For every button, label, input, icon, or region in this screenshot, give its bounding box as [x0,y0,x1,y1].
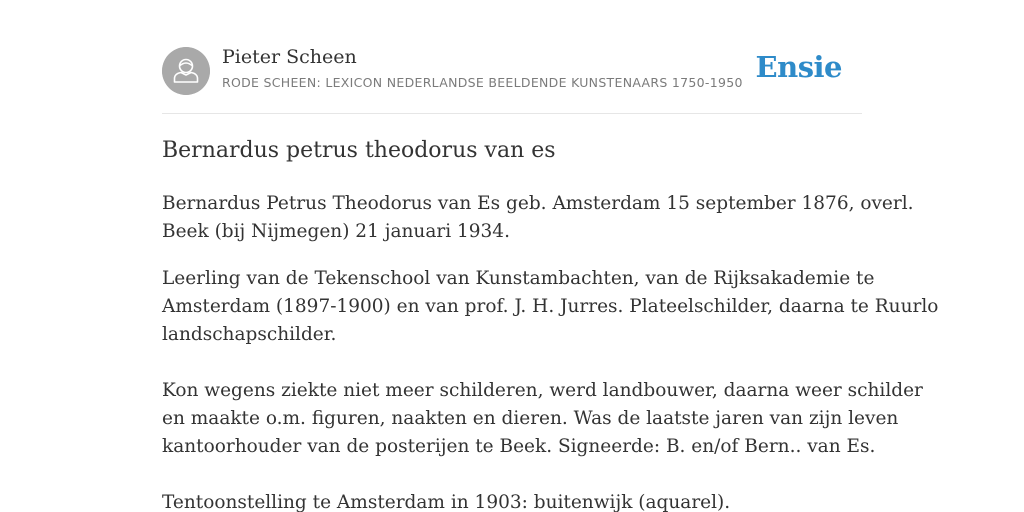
line-break [162,349,862,377]
paragraph-birth-death [162,190,914,246]
author-name[interactable]: Pieter Scheen [222,46,357,68]
article-title: Bernardus petrus theodorus van es [162,138,556,163]
paragraph-biography [162,265,939,512]
text-line: Bernardus Petrus Theodorus van Es geb. Amsterdam 15 september 1876, overl. [162,193,914,214]
ensie-logo[interactable]: Ensie [755,50,842,84]
text-line: Beek (bij Nijmegen) 21 januari 1934. [162,221,510,242]
text-line: Kon wegens ziekte niet meer schilderen, werd landbouwer, daarna weer schilder [162,380,923,401]
article-body [162,190,939,512]
text-line: Leerling van de Tekenschool van Kunstambachten, van de Rijksakademie te [162,268,875,289]
text-line: en maakte o.m. figuren, naakten en dieren. Was de laatste jaren van zijn leven [162,408,899,429]
line-break [162,461,862,489]
article-header [162,0,862,114]
text-line: Amsterdam (1897-1900) en van prof. J. H. Jurres. Plateelschilder, daarna te Ruurlo [162,296,939,317]
article-container [162,0,939,512]
text-line: kantoorhouder van de posterijen te Beek. Signeerde: B. en/of Bern.. van Es. [162,436,876,457]
text-line: Tentoonstelling te Amsterdam in 1903: buitenwijk (aquarel). [162,492,731,512]
source-label[interactable]: RODE SCHEEN: LEXICON NEDERLANDSE BEELDENDE KUNSTENAARS 1750-1950 [222,75,743,90]
user-silhouette-icon [162,47,210,95]
text-line: landschapschilder. [162,324,337,345]
author-avatar[interactable] [162,47,210,95]
